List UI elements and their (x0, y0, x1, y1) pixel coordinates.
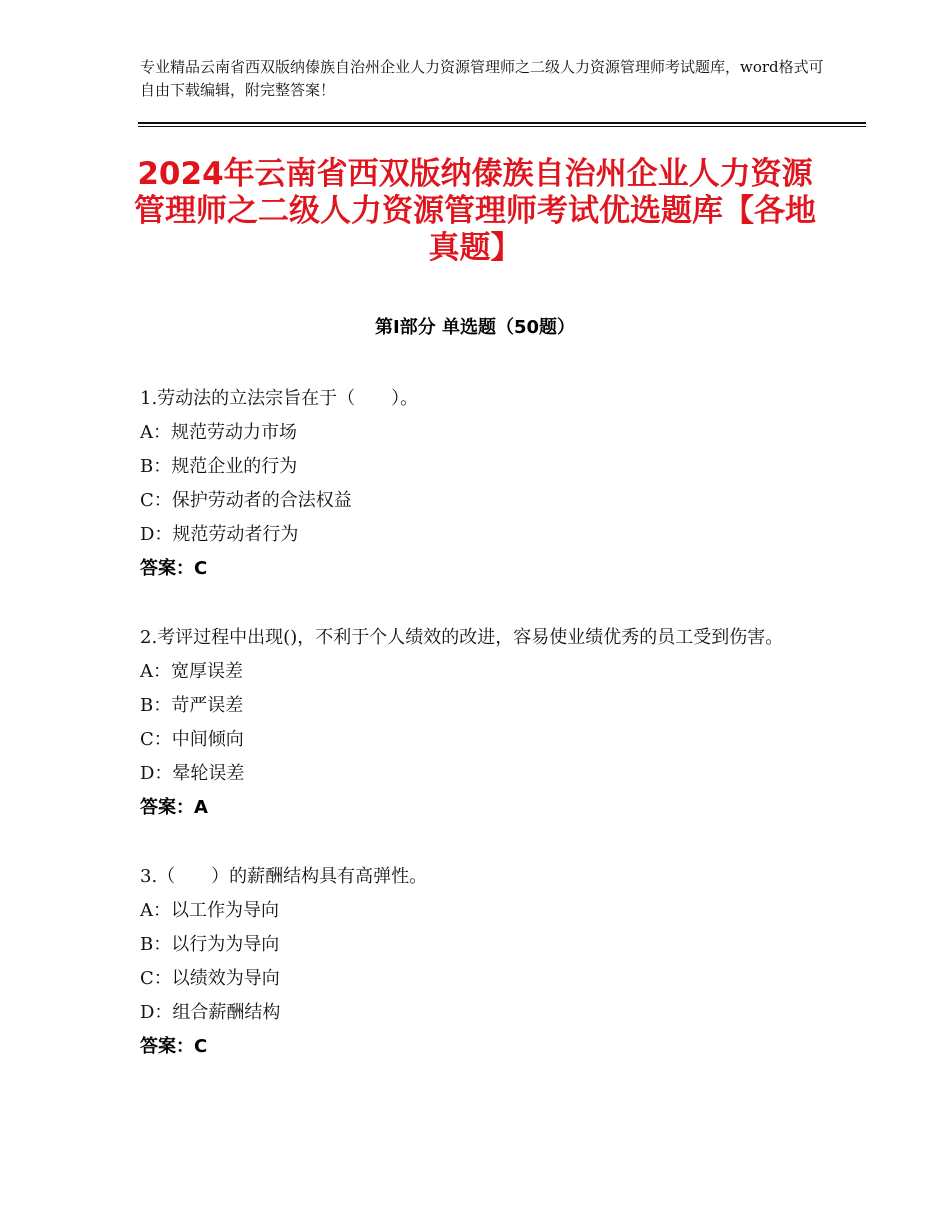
option-b: B：规范企业的行为 (140, 456, 298, 477)
document-title: 2024年云南省西双版纳傣族自治州企业人力资源管理师之二级人力资源管理师考试优选题库【各地真题】 (134, 156, 816, 266)
option-a: A：宽厚误差 (140, 661, 243, 682)
section-title: 第Ⅰ部分 单选题（50题） (374, 317, 575, 338)
question-2 (140, 621, 820, 825)
question-list (140, 382, 820, 1099)
option-d: D：组合薪酬结构 (140, 1002, 281, 1023)
answer: 答案：C (140, 1036, 208, 1057)
question-stem: 3.（ ）的薪酬结构具有高弹性。 (140, 866, 428, 887)
option-c: C：中间倾向 (140, 729, 244, 750)
question-3 (140, 860, 820, 1064)
option-c: C：保护劳动者的合法权益 (140, 490, 352, 511)
header-divider-thick (138, 122, 866, 124)
question-stem: 1.劳动法的立法宗旨在于（ ）。 (140, 388, 419, 409)
answer: 答案：A (140, 797, 208, 818)
question-1 (140, 382, 820, 586)
option-b: B：苛严误差 (140, 695, 244, 716)
option-b: B：以行为为导向 (140, 934, 280, 955)
option-c: C：以绩效为导向 (140, 968, 280, 989)
option-a: A：以工作为导向 (140, 900, 279, 921)
option-d: D：规范劳动者行为 (140, 524, 299, 545)
option-d: D：晕轮误差 (140, 763, 245, 784)
question-stem: 2.考评过程中出现()，不利于个人绩效的改进，容易使业绩优秀的员工受到伤害。 (140, 627, 784, 648)
answer: 答案：C (140, 558, 208, 579)
header-note: 专业精品云南省西双版纳傣族自治州企业人力资源管理师之二级人力资源管理师考试题库，word格式可自由下载编辑，附完整答案！ (140, 58, 824, 99)
option-a: A：规范劳动力市场 (140, 422, 297, 443)
header-divider-thin (138, 126, 866, 127)
